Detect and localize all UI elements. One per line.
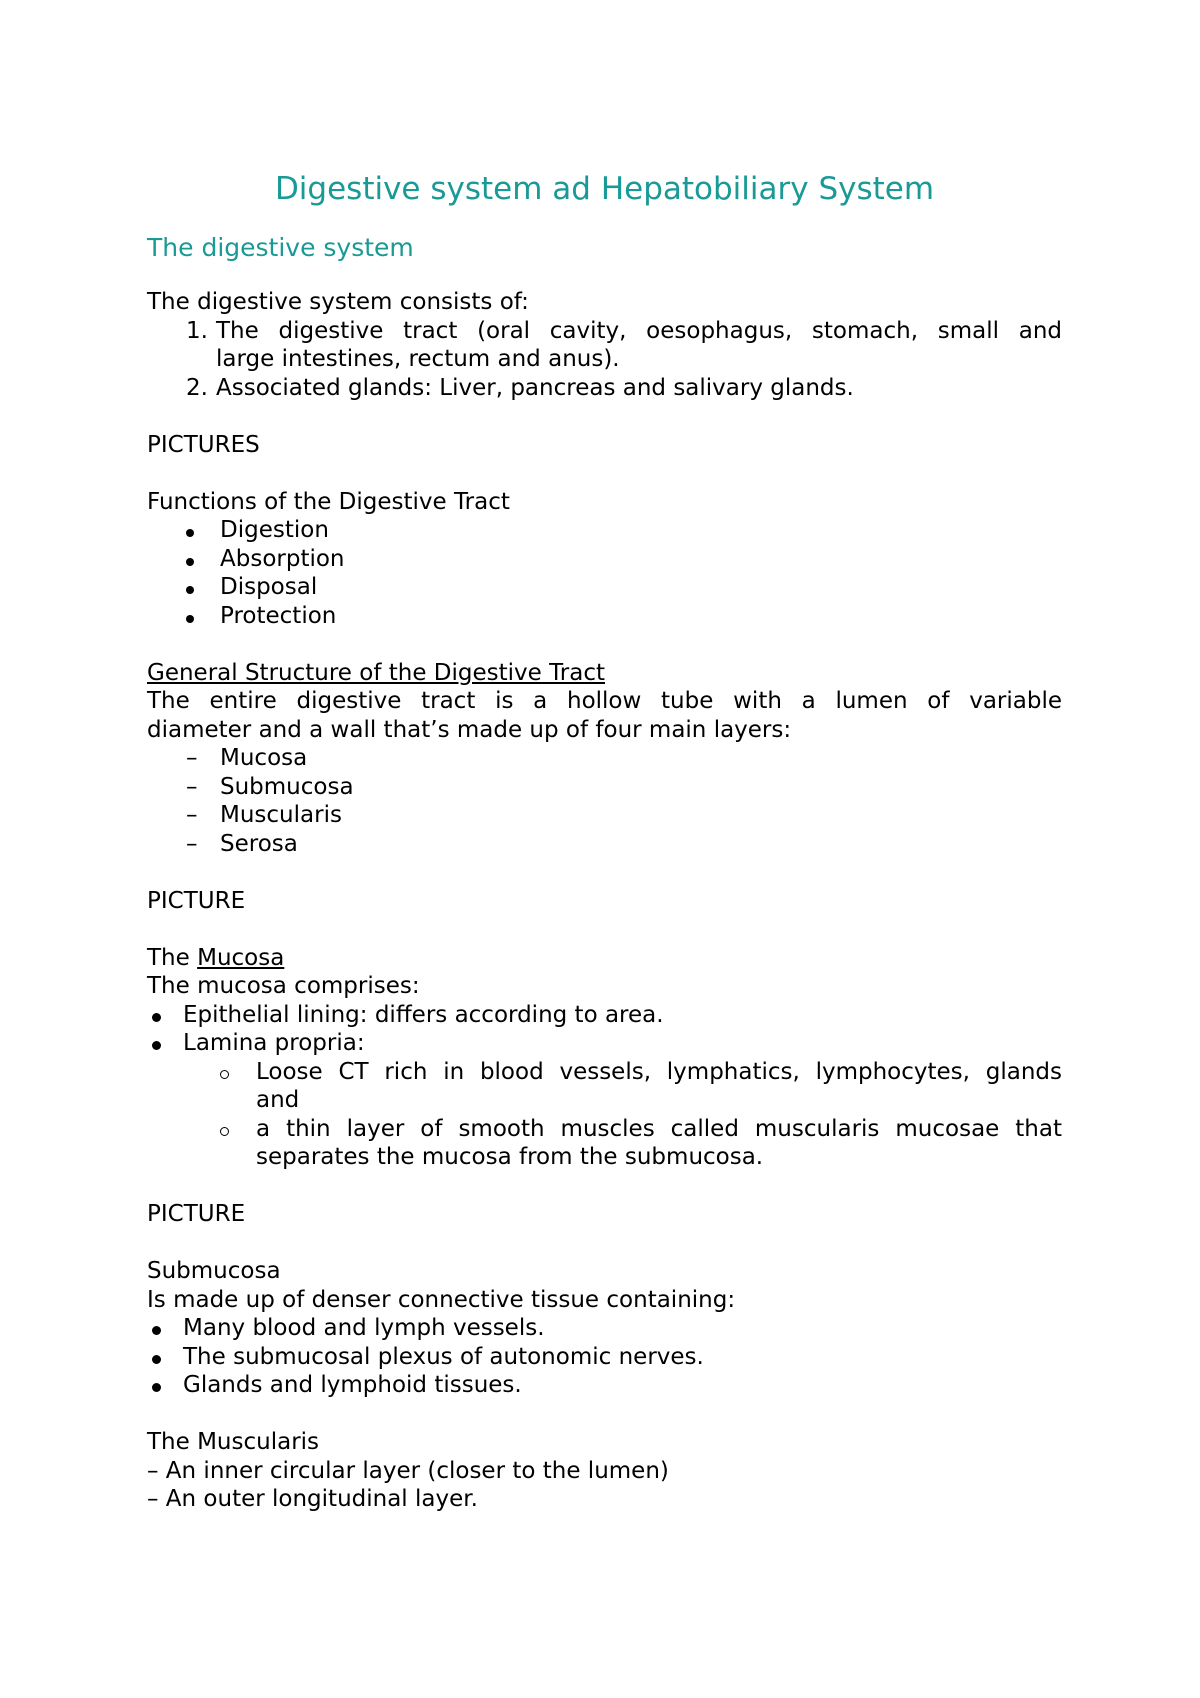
list-item-text: Digestion bbox=[220, 517, 329, 543]
sub-list-item-text: a thin layer of smooth muscles called muscularis mucosae that bbox=[256, 1115, 1062, 1142]
circle-bullet-icon bbox=[220, 1127, 229, 1136]
document-body bbox=[147, 168, 1062, 1514]
list-item bbox=[147, 1029, 1062, 1058]
list-item-text: Protection bbox=[220, 602, 337, 629]
list-item-text: Many blood and lymph vessels. bbox=[183, 1315, 545, 1341]
structure-text-cont: diameter and a wall that’s made up of four main layers: bbox=[147, 716, 792, 743]
list-item bbox=[147, 545, 1062, 574]
mucosa-heading-prefix: The bbox=[147, 944, 198, 971]
bullet-icon bbox=[186, 558, 194, 566]
dash-marker: – bbox=[186, 830, 198, 857]
bullet-icon bbox=[152, 1013, 161, 1022]
list-item-text: Serosa bbox=[220, 830, 298, 857]
list-item-text: Mucosa bbox=[220, 745, 308, 771]
list-item-text: Glands and lymphoid tissues. bbox=[183, 1372, 522, 1398]
bullet-icon bbox=[152, 1355, 161, 1364]
list-number: 1. bbox=[186, 317, 208, 344]
pictures-placeholder: PICTURES bbox=[147, 431, 260, 458]
list-item-text: Lamina propria: bbox=[183, 1030, 365, 1056]
dash-marker: – bbox=[186, 802, 198, 828]
list-item-text: Disposal bbox=[220, 574, 318, 600]
list-item bbox=[147, 744, 1062, 773]
bullet-icon bbox=[186, 529, 194, 537]
list-item bbox=[147, 602, 1062, 631]
sub-list-item-text-cont: separates the mucosa from the submucosa. bbox=[256, 1144, 764, 1170]
list-item-text: The submucosal plexus of autonomic nerves. bbox=[183, 1343, 704, 1370]
list-item bbox=[147, 1371, 1062, 1400]
sub-list-item bbox=[147, 1115, 1062, 1172]
list-item-text: Submucosa bbox=[220, 773, 354, 800]
list-item bbox=[147, 801, 1062, 830]
list-item bbox=[147, 573, 1062, 602]
list-item bbox=[147, 516, 1062, 545]
muscularis-line: – An inner circular layer (closer to the lumen) bbox=[147, 1457, 669, 1484]
circle-bullet-icon bbox=[220, 1070, 229, 1079]
muscularis-line: – An outer longitudinal layer. bbox=[147, 1486, 478, 1512]
picture-placeholder: PICTURE bbox=[147, 1201, 246, 1227]
list-item bbox=[147, 1001, 1062, 1030]
bullet-icon bbox=[186, 586, 194, 594]
sub-list-item-text-cont: and bbox=[256, 1087, 300, 1113]
list-number: 2. bbox=[186, 374, 208, 401]
dash-marker: – bbox=[186, 773, 198, 800]
document-title: Digestive system ad Hepatobiliary System bbox=[274, 171, 935, 207]
list-item-text: Absorption bbox=[220, 545, 345, 572]
mucosa-lead: The mucosa comprises: bbox=[147, 973, 420, 999]
list-item bbox=[147, 773, 1062, 802]
structure-text: The entire digestive tract is a hollow tube with a lumen of variable bbox=[147, 688, 1062, 714]
section-heading: The digestive system bbox=[147, 233, 414, 262]
sub-list-item-text: Loose CT rich in blood vessels, lymphatics, lymphocytes, glands bbox=[256, 1058, 1062, 1085]
mucosa-heading-link: Mucosa bbox=[197, 944, 285, 971]
sub-list-item bbox=[147, 1058, 1062, 1115]
structure-heading: General Structure of the Digestive Tract bbox=[147, 659, 605, 686]
submucosa-lead: Is made up of denser connective tissue containing: bbox=[147, 1286, 736, 1313]
list-item bbox=[147, 374, 1062, 403]
bullet-icon bbox=[152, 1326, 161, 1335]
bullet-icon bbox=[152, 1041, 161, 1050]
picture-placeholder: PICTURE bbox=[147, 887, 246, 914]
list-item-text: The digestive tract (oral cavity, oesophagus, stomach, small and bbox=[216, 317, 1062, 344]
intro-lead: The digestive system consists of: bbox=[147, 289, 529, 315]
muscularis-heading: The Muscularis bbox=[147, 1429, 320, 1455]
bullet-icon bbox=[186, 615, 194, 623]
submucosa-heading: Submucosa bbox=[147, 1258, 281, 1284]
list-item bbox=[147, 830, 1062, 859]
functions-heading: Functions of the Digestive Tract bbox=[147, 488, 510, 515]
list-item-text: Epithelial lining: differs according to area. bbox=[183, 1001, 664, 1028]
dash-marker: – bbox=[186, 745, 198, 771]
bullet-icon bbox=[152, 1383, 161, 1392]
mucosa-heading bbox=[147, 944, 1062, 973]
list-item-text: Muscularis bbox=[220, 802, 342, 828]
list-item-text-cont: large intestines, rectum and anus). bbox=[216, 346, 620, 372]
list-item-text: Associated glands: Liver, pancreas and salivary glands. bbox=[216, 374, 854, 401]
list-item bbox=[147, 317, 1062, 374]
list-item bbox=[147, 1343, 1062, 1372]
list-item bbox=[147, 1314, 1062, 1343]
